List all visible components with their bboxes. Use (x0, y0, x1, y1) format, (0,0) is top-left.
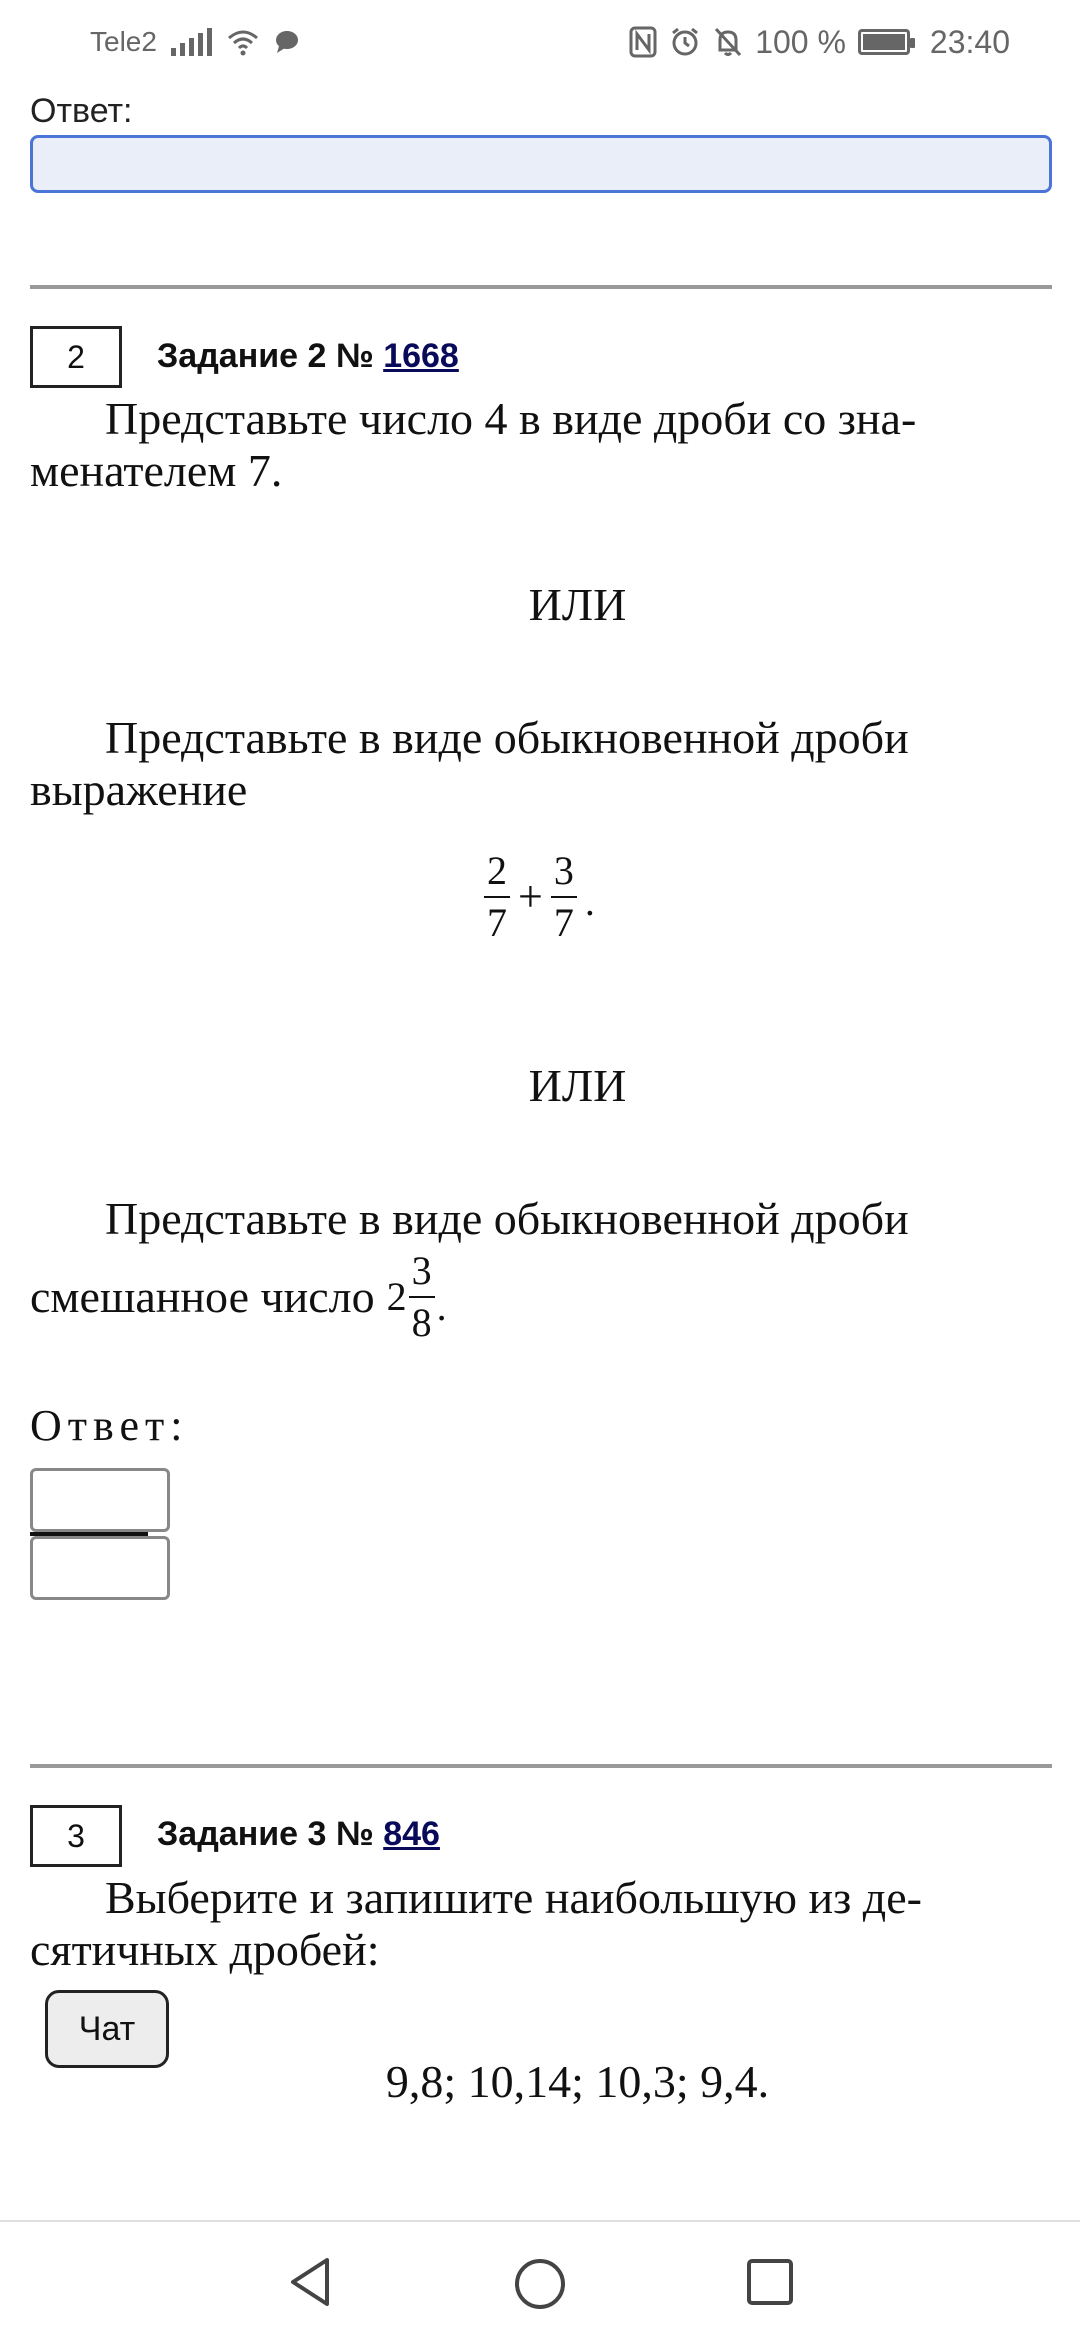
mixed-fraction (409, 1248, 435, 1346)
fraction-a (484, 848, 510, 946)
task2-line6: смешанное число (30, 1271, 375, 1322)
task1-answer-input[interactable] (30, 135, 1052, 193)
fraction-b-numerator: 3 (553, 848, 574, 893)
fraction-a-numerator: 2 (487, 848, 507, 893)
task2-or-1: ИЛИ (528, 579, 627, 630)
battery-percent: 100 % (755, 23, 846, 60)
task3-values: 9,8; 10,14; 10,3; 9,4. (385, 2056, 770, 2107)
task2-line5: Представьте в виде обыкновенной дроби (105, 1193, 909, 1244)
answer-label: Ответ: (30, 92, 133, 130)
task3-number-box: 3 (30, 1805, 122, 1867)
task2-line1: Представьте число 4 в виде дроби со зна- (105, 393, 917, 444)
home-icon[interactable] (513, 2257, 567, 2311)
mixed-whole: 2 (386, 1274, 407, 1319)
mixed-numerator: 3 (411, 1248, 432, 1293)
divider (30, 285, 1052, 289)
expression-period: . (584, 879, 595, 924)
navigation-bar (0, 2220, 1080, 2342)
clock: 23:40 (929, 23, 1010, 60)
nfc-icon (629, 26, 657, 58)
task2-id-link[interactable]: 1668 (383, 337, 459, 375)
mixed-denominator: 8 (411, 1300, 432, 1345)
recents-icon[interactable] (745, 2257, 795, 2307)
task3-line1: Выберите и запишите наибольшую из де- (105, 1872, 922, 1923)
task2-answer-label: Ответ: (30, 1401, 189, 1450)
task3-id-link[interactable]: 846 (383, 1815, 440, 1853)
task3-heading-prefix: Задание 3 № (157, 1815, 374, 1853)
task2-fraction-expression (484, 848, 595, 946)
carrier-name: Tele2 (90, 26, 157, 57)
chat-button[interactable]: Чат (45, 1990, 169, 2068)
mute-bell-icon (713, 26, 743, 58)
fraction-b (551, 848, 577, 946)
task3-line2: сятичных дробей: (30, 1924, 380, 1975)
battery-icon (858, 29, 910, 55)
fraction-numerator-input[interactable] (30, 1468, 170, 1532)
back-icon[interactable] (285, 2252, 335, 2312)
fraction-a-denominator: 7 (487, 900, 507, 945)
task2-line3: Представьте в виде обыкновенной дроби (105, 712, 909, 763)
message-icon (274, 30, 300, 54)
task2-line6-row (30, 1248, 447, 1346)
task2-line4: выражение (30, 764, 248, 815)
task3-heading (157, 1815, 440, 1854)
status-bar-right (629, 22, 1010, 62)
signal-icon (171, 28, 212, 56)
task2-or-2: ИЛИ (528, 1060, 627, 1111)
mixed-period: . (436, 1284, 447, 1329)
fraction-b-denominator: 7 (553, 900, 574, 945)
plus-sign: + (518, 872, 543, 921)
status-bar-left (90, 22, 300, 62)
fraction-denominator-input[interactable] (30, 1536, 170, 1600)
alarm-icon (669, 26, 701, 58)
task2-heading (157, 337, 459, 376)
task2-heading-prefix: Задание 2 № (157, 337, 374, 375)
divider (30, 1764, 1052, 1768)
task2-line2: менателем 7. (30, 445, 283, 496)
task2-number-box: 2 (30, 326, 122, 388)
wifi-icon (226, 28, 260, 56)
